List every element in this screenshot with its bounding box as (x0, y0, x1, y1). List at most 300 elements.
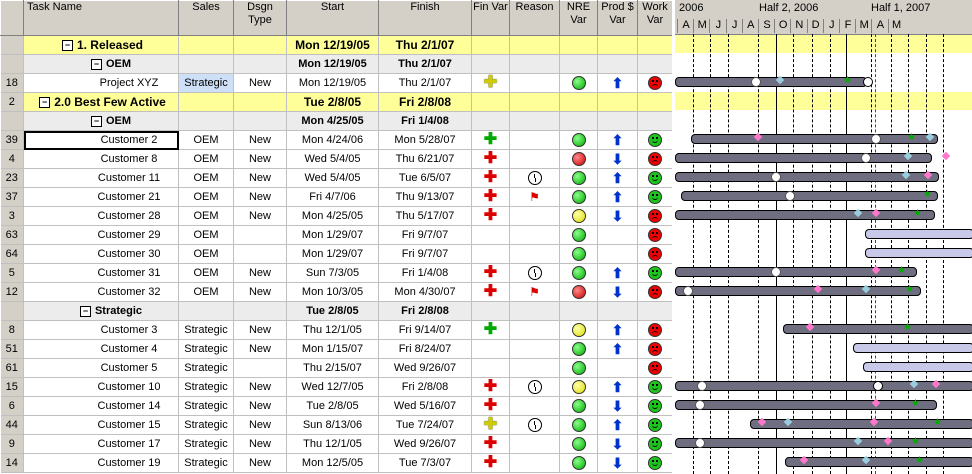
nre-var-cell[interactable] (560, 188, 598, 207)
sales-cell[interactable]: Strategic (179, 416, 234, 435)
table-row[interactable] (1, 188, 673, 207)
dsgn-type-cell[interactable]: New (234, 264, 287, 283)
fin-var-cell[interactable] (472, 397, 510, 416)
fin-var-cell[interactable] (472, 245, 510, 264)
fin-var-cell[interactable] (472, 74, 510, 93)
table-row[interactable] (1, 321, 673, 340)
finish-cell[interactable]: Fri 9/7/07 (379, 226, 472, 245)
row-number-header[interactable] (1, 1, 24, 36)
sales-cell[interactable]: Strategic (179, 340, 234, 359)
nre-var-cell[interactable] (560, 55, 598, 74)
start-cell[interactable]: Tue 2/8/05 (287, 302, 379, 321)
dsgn-type-cell[interactable]: New (234, 131, 287, 150)
start-cell[interactable]: Mon 4/25/05 (287, 207, 379, 226)
column-header-work-var[interactable]: Work Var (638, 1, 673, 36)
fin-var-cell[interactable] (472, 340, 510, 359)
work-var-cell[interactable] (638, 188, 673, 207)
prod-var-cell[interactable] (598, 378, 638, 397)
nre-var-cell[interactable] (560, 226, 598, 245)
task-name-cell[interactable] (24, 150, 179, 169)
nre-var-cell[interactable] (560, 36, 598, 55)
table-row[interactable] (1, 416, 673, 435)
gantt-task-bar[interactable] (675, 153, 932, 163)
row-number[interactable]: 44 (1, 416, 24, 435)
task-name-cell[interactable] (24, 454, 179, 473)
task-name-cell[interactable] (24, 264, 179, 283)
task-name-cell[interactable] (24, 378, 179, 397)
column-header-dsgn-type[interactable]: Dsgn Type (234, 1, 287, 36)
finish-cell[interactable]: Mon 5/28/07 (379, 131, 472, 150)
work-var-cell[interactable] (638, 169, 673, 188)
reason-cell[interactable] (510, 74, 560, 93)
column-header-fin-var[interactable]: Fin Var (472, 1, 510, 36)
finish-cell[interactable]: Fri 8/24/07 (379, 340, 472, 359)
reason-cell[interactable] (510, 55, 560, 74)
start-cell[interactable]: Mon 4/24/06 (287, 131, 379, 150)
row-number[interactable]: 64 (1, 245, 24, 264)
finish-cell[interactable]: Thu 6/21/07 (379, 150, 472, 169)
task-name-cell[interactable] (24, 359, 179, 378)
prod-var-cell[interactable] (598, 359, 638, 378)
gantt-task-bar[interactable] (691, 134, 938, 144)
gantt-milestone-marker[interactable]: ★ (905, 284, 914, 295)
start-cell[interactable]: Fri 4/7/06 (287, 188, 379, 207)
prod-var-cell[interactable] (598, 340, 638, 359)
fin-var-cell[interactable] (472, 188, 510, 207)
sales-cell[interactable] (179, 112, 234, 131)
fin-var-cell[interactable] (472, 112, 510, 131)
nre-var-cell[interactable] (560, 302, 598, 321)
reason-cell[interactable] (510, 378, 560, 397)
reason-cell[interactable] (510, 150, 560, 169)
gantt-milestone-marker[interactable] (695, 438, 705, 448)
prod-var-cell[interactable] (598, 435, 638, 454)
task-name-cell[interactable] (24, 321, 179, 340)
prod-var-cell[interactable] (598, 416, 638, 435)
sales-cell[interactable]: OEM (179, 150, 234, 169)
column-header-nre-var[interactable]: NRE Var (560, 1, 598, 36)
reason-cell[interactable] (510, 454, 560, 473)
sales-cell[interactable] (179, 93, 234, 112)
fin-var-cell[interactable] (472, 169, 510, 188)
work-var-cell[interactable] (638, 112, 673, 131)
sales-cell[interactable]: OEM (179, 245, 234, 264)
start-cell[interactable]: Tue 2/8/05 (287, 397, 379, 416)
nre-var-cell[interactable] (560, 112, 598, 131)
task-name-cell[interactable] (24, 207, 179, 226)
row-number[interactable]: 15 (1, 378, 24, 397)
collapse-toggle[interactable]: − (80, 306, 91, 317)
reason-cell[interactable] (510, 112, 560, 131)
task-name-cell[interactable] (24, 245, 179, 264)
fin-var-cell[interactable] (472, 359, 510, 378)
row-number[interactable] (1, 55, 24, 74)
gantt-milestone-marker[interactable] (861, 153, 871, 163)
dsgn-type-cell[interactable]: New (234, 435, 287, 454)
table-row[interactable] (1, 150, 673, 169)
gantt-milestone-marker[interactable] (751, 77, 761, 87)
prod-var-cell[interactable] (598, 283, 638, 302)
start-cell[interactable]: Thu 12/1/05 (287, 435, 379, 454)
work-var-cell[interactable] (638, 378, 673, 397)
collapse-toggle[interactable]: − (91, 116, 102, 127)
prod-var-cell[interactable] (598, 74, 638, 93)
task-name-cell[interactable] (24, 283, 179, 302)
gantt-milestone-marker[interactable]: ★ (903, 322, 912, 333)
prod-var-cell[interactable] (598, 397, 638, 416)
table-row[interactable] (1, 264, 673, 283)
dsgn-type-cell[interactable]: New (234, 397, 287, 416)
dsgn-type-cell[interactable] (234, 112, 287, 131)
column-header-reason[interactable]: Reason (510, 1, 560, 36)
table-row[interactable] (1, 74, 673, 93)
dsgn-type-cell[interactable] (234, 93, 287, 112)
dsgn-type-cell[interactable]: New (234, 454, 287, 473)
fin-var-cell[interactable] (472, 416, 510, 435)
prod-var-cell[interactable] (598, 150, 638, 169)
prod-var-cell[interactable] (598, 169, 638, 188)
finish-cell[interactable]: Wed 9/26/07 (379, 359, 472, 378)
task-name-cell[interactable] (24, 36, 179, 55)
task-name-cell[interactable] (24, 55, 179, 74)
work-var-cell[interactable] (638, 416, 673, 435)
gantt-milestone-marker[interactable]: ★ (843, 75, 852, 86)
fin-var-cell[interactable] (472, 207, 510, 226)
fin-var-cell[interactable] (472, 150, 510, 169)
finish-cell[interactable]: Thu 5/17/07 (379, 207, 472, 226)
row-number[interactable]: 39 (1, 131, 24, 150)
dsgn-type-cell[interactable]: New (234, 321, 287, 340)
finish-cell[interactable]: Wed 9/26/07 (379, 435, 472, 454)
finish-cell[interactable]: Tue 6/5/07 (379, 169, 472, 188)
dsgn-type-cell[interactable]: New (234, 416, 287, 435)
work-var-cell[interactable] (638, 226, 673, 245)
dsgn-type-cell[interactable]: New (234, 378, 287, 397)
collapse-toggle[interactable]: − (91, 59, 102, 70)
prod-var-cell[interactable] (598, 131, 638, 150)
sales-cell[interactable]: OEM (179, 226, 234, 245)
nre-var-cell[interactable] (560, 435, 598, 454)
nre-var-cell[interactable] (560, 378, 598, 397)
nre-var-cell[interactable] (560, 397, 598, 416)
gantt-task-bar[interactable] (863, 362, 972, 372)
prod-var-cell[interactable] (598, 207, 638, 226)
nre-var-cell[interactable] (560, 359, 598, 378)
gantt-milestone-marker[interactable] (873, 381, 883, 391)
start-cell[interactable]: Sun 8/13/06 (287, 416, 379, 435)
gantt-milestone-marker[interactable] (697, 381, 707, 391)
nre-var-cell[interactable] (560, 207, 598, 226)
summary-row[interactable] (1, 36, 673, 55)
table-row[interactable] (1, 397, 673, 416)
dsgn-type-cell[interactable] (234, 302, 287, 321)
dsgn-type-cell[interactable]: New (234, 150, 287, 169)
task-name-cell[interactable] (24, 397, 179, 416)
sales-cell[interactable]: OEM (179, 169, 234, 188)
task-name-cell[interactable] (24, 435, 179, 454)
summary-row[interactable] (1, 55, 673, 74)
gantt-task-bar[interactable] (681, 191, 938, 201)
fin-var-cell[interactable] (472, 302, 510, 321)
work-var-cell[interactable] (638, 245, 673, 264)
finish-cell[interactable]: Fri 1/4/08 (379, 112, 472, 131)
sales-cell[interactable]: OEM (179, 188, 234, 207)
dsgn-type-cell[interactable] (234, 226, 287, 245)
reason-cell[interactable] (510, 397, 560, 416)
gantt-milestone-marker[interactable] (785, 191, 795, 201)
reason-cell[interactable] (510, 435, 560, 454)
sales-cell[interactable] (179, 302, 234, 321)
reason-cell[interactable] (510, 226, 560, 245)
column-header-start[interactable]: Start (287, 1, 379, 36)
gantt-task-bar[interactable] (675, 172, 939, 182)
row-number[interactable]: 37 (1, 188, 24, 207)
prod-var-cell[interactable] (598, 454, 638, 473)
work-var-cell[interactable] (638, 283, 673, 302)
start-cell[interactable]: Thu 2/15/07 (287, 359, 379, 378)
column-header-sales[interactable]: Sales (179, 1, 234, 36)
sales-cell[interactable]: OEM (179, 131, 234, 150)
work-var-cell[interactable] (638, 397, 673, 416)
gantt-task-bar[interactable] (675, 438, 972, 448)
task-name-cell[interactable] (24, 302, 179, 321)
start-cell[interactable]: Tue 2/8/05 (287, 93, 379, 112)
prod-var-cell[interactable] (598, 264, 638, 283)
prod-var-cell[interactable] (598, 321, 638, 340)
reason-cell[interactable] (510, 321, 560, 340)
start-cell[interactable]: Mon 1/29/07 (287, 245, 379, 264)
task-name-cell[interactable] (24, 416, 179, 435)
nre-var-cell[interactable] (560, 340, 598, 359)
work-var-cell[interactable] (638, 340, 673, 359)
gantt-milestone-marker[interactable]: ★ (933, 417, 942, 428)
prod-var-cell[interactable] (598, 55, 638, 74)
row-number[interactable]: 3 (1, 207, 24, 226)
column-header-task-name[interactable]: Task Name (24, 1, 179, 36)
work-var-cell[interactable] (638, 321, 673, 340)
fin-var-cell[interactable] (472, 264, 510, 283)
work-var-cell[interactable] (638, 207, 673, 226)
table-row[interactable] (1, 340, 673, 359)
gantt-milestone-marker[interactable]: ★ (897, 265, 906, 276)
finish-cell[interactable]: Fri 9/7/07 (379, 245, 472, 264)
finish-cell[interactable]: Wed 5/16/07 (379, 397, 472, 416)
fin-var-cell[interactable] (472, 454, 510, 473)
row-number[interactable]: 6 (1, 397, 24, 416)
work-var-cell[interactable] (638, 150, 673, 169)
table-row[interactable] (1, 359, 673, 378)
start-cell[interactable]: Mon 1/15/07 (287, 340, 379, 359)
start-cell[interactable]: Thu 12/1/05 (287, 321, 379, 340)
reason-cell[interactable] (510, 302, 560, 321)
sales-cell[interactable]: Strategic (179, 378, 234, 397)
prod-var-cell[interactable] (598, 93, 638, 112)
column-header-finish[interactable]: Finish (379, 1, 472, 36)
fin-var-cell[interactable] (472, 378, 510, 397)
prod-var-cell[interactable] (598, 302, 638, 321)
fin-var-cell[interactable] (472, 131, 510, 150)
finish-cell[interactable]: Thu 2/1/07 (379, 36, 472, 55)
table-row[interactable] (1, 435, 673, 454)
task-name-cell[interactable] (24, 226, 179, 245)
gantt-milestone-marker[interactable]: ★ (923, 189, 932, 200)
row-number[interactable]: 18 (1, 74, 24, 93)
work-var-cell[interactable] (638, 93, 673, 112)
table-row[interactable] (1, 169, 673, 188)
start-cell[interactable]: Mon 12/19/05 (287, 36, 379, 55)
fin-var-cell[interactable] (472, 55, 510, 74)
gantt-milestone-marker[interactable]: ★ (911, 436, 920, 447)
gantt-task-bar[interactable] (785, 457, 972, 467)
reason-cell[interactable] (510, 264, 560, 283)
start-cell[interactable]: Mon 12/5/05 (287, 454, 379, 473)
nre-var-cell[interactable] (560, 150, 598, 169)
row-number[interactable]: 8 (1, 321, 24, 340)
start-cell[interactable]: Wed 5/4/05 (287, 169, 379, 188)
table-row[interactable] (1, 245, 673, 264)
nre-var-cell[interactable] (560, 283, 598, 302)
gantt-task-bar[interactable] (675, 267, 917, 277)
gantt-milestone-marker[interactable]: ★ (907, 132, 916, 143)
summary-row[interactable] (1, 93, 673, 112)
nre-var-cell[interactable] (560, 245, 598, 264)
nre-var-cell[interactable] (560, 74, 598, 93)
sales-cell[interactable]: Strategic (179, 359, 234, 378)
fin-var-cell[interactable] (472, 36, 510, 55)
nre-var-cell[interactable] (560, 93, 598, 112)
row-number[interactable]: 5 (1, 264, 24, 283)
task-name-cell[interactable] (24, 169, 179, 188)
task-name-cell[interactable] (24, 93, 179, 112)
start-cell[interactable]: Wed 12/7/05 (287, 378, 379, 397)
row-number[interactable] (1, 112, 24, 131)
finish-cell[interactable]: Thu 2/1/07 (379, 74, 472, 93)
dsgn-type-cell[interactable] (234, 55, 287, 74)
row-number[interactable]: 12 (1, 283, 24, 302)
table-row[interactable] (1, 454, 673, 473)
task-name-cell[interactable] (24, 112, 179, 131)
gantt-task-bar[interactable] (865, 229, 972, 239)
nre-var-cell[interactable] (560, 454, 598, 473)
reason-cell[interactable] (510, 169, 560, 188)
gantt-task-bar[interactable] (675, 400, 937, 410)
gantt-milestone-marker[interactable] (771, 267, 781, 277)
gantt-task-bar[interactable] (675, 77, 867, 87)
table-row[interactable] (1, 378, 673, 397)
summary-row[interactable] (1, 112, 673, 131)
row-number[interactable]: 51 (1, 340, 24, 359)
collapse-toggle[interactable]: − (62, 40, 73, 51)
sales-cell[interactable]: OEM (179, 283, 234, 302)
work-var-cell[interactable] (638, 264, 673, 283)
nre-var-cell[interactable] (560, 131, 598, 150)
gantt-milestone-marker[interactable]: ★ (913, 208, 922, 219)
row-number[interactable]: 9 (1, 435, 24, 454)
gantt-task-bar[interactable] (675, 381, 972, 391)
start-cell[interactable]: Mon 1/29/07 (287, 226, 379, 245)
prod-var-cell[interactable] (598, 226, 638, 245)
work-var-cell[interactable] (638, 435, 673, 454)
row-number[interactable]: 61 (1, 359, 24, 378)
reason-cell[interactable] (510, 359, 560, 378)
finish-cell[interactable]: Thu 2/1/07 (379, 55, 472, 74)
dsgn-type-cell[interactable] (234, 36, 287, 55)
row-number[interactable]: 2 (1, 93, 24, 112)
row-number[interactable]: 4 (1, 150, 24, 169)
task-name-cell[interactable] (24, 340, 179, 359)
finish-cell[interactable]: Tue 7/24/07 (379, 416, 472, 435)
gantt-task-bar[interactable] (865, 248, 972, 258)
prod-var-cell[interactable] (598, 188, 638, 207)
table-row[interactable] (1, 226, 673, 245)
row-number[interactable]: 23 (1, 169, 24, 188)
nre-var-cell[interactable] (560, 264, 598, 283)
fin-var-cell[interactable] (472, 321, 510, 340)
work-var-cell[interactable] (638, 359, 673, 378)
sales-cell[interactable]: Strategic (179, 435, 234, 454)
start-cell[interactable]: Wed 5/4/05 (287, 150, 379, 169)
work-var-cell[interactable] (638, 36, 673, 55)
sales-cell[interactable]: OEM (179, 264, 234, 283)
reason-cell[interactable] (510, 93, 560, 112)
gantt-milestone-marker[interactable] (871, 134, 881, 144)
sales-cell[interactable]: Strategic (179, 454, 234, 473)
dsgn-type-cell[interactable]: New (234, 188, 287, 207)
prod-var-cell[interactable] (598, 112, 638, 131)
gantt-milestone-marker[interactable] (771, 172, 781, 182)
sales-cell[interactable] (179, 55, 234, 74)
reason-cell[interactable] (510, 245, 560, 264)
reason-cell[interactable] (510, 188, 560, 207)
dsgn-type-cell[interactable]: New (234, 283, 287, 302)
work-var-cell[interactable] (638, 55, 673, 74)
gantt-chart[interactable] (675, 0, 972, 474)
fin-var-cell[interactable] (472, 435, 510, 454)
finish-cell[interactable]: Mon 4/30/07 (379, 283, 472, 302)
reason-cell[interactable] (510, 131, 560, 150)
finish-cell[interactable]: Fri 2/8/08 (379, 378, 472, 397)
fin-var-cell[interactable] (472, 283, 510, 302)
reason-cell[interactable] (510, 283, 560, 302)
finish-cell[interactable]: Tue 7/3/07 (379, 454, 472, 473)
dsgn-type-cell[interactable] (234, 245, 287, 264)
row-number[interactable] (1, 36, 24, 55)
nre-var-cell[interactable] (560, 321, 598, 340)
start-cell[interactable]: Mon 12/19/05 (287, 74, 379, 93)
prod-var-cell[interactable] (598, 36, 638, 55)
finish-cell[interactable]: Fri 1/4/08 (379, 264, 472, 283)
dsgn-type-cell[interactable]: New (234, 169, 287, 188)
row-number[interactable]: 63 (1, 226, 24, 245)
dsgn-type-cell[interactable] (234, 359, 287, 378)
collapse-toggle[interactable]: − (39, 97, 50, 108)
finish-cell[interactable]: Fri 2/8/08 (379, 93, 472, 112)
sales-cell[interactable]: Strategic (179, 74, 234, 93)
summary-row[interactable] (1, 302, 673, 321)
nre-var-cell[interactable] (560, 416, 598, 435)
fin-var-cell[interactable] (472, 93, 510, 112)
finish-cell[interactable]: Fri 2/8/08 (379, 302, 472, 321)
dsgn-type-cell[interactable]: New (234, 74, 287, 93)
sales-cell[interactable] (179, 36, 234, 55)
reason-cell[interactable] (510, 416, 560, 435)
work-var-cell[interactable] (638, 74, 673, 93)
nre-var-cell[interactable] (560, 169, 598, 188)
row-number[interactable] (1, 302, 24, 321)
gantt-milestone-marker[interactable] (863, 77, 873, 87)
gantt-task-bar[interactable] (853, 343, 972, 353)
row-number[interactable]: 14 (1, 454, 24, 473)
